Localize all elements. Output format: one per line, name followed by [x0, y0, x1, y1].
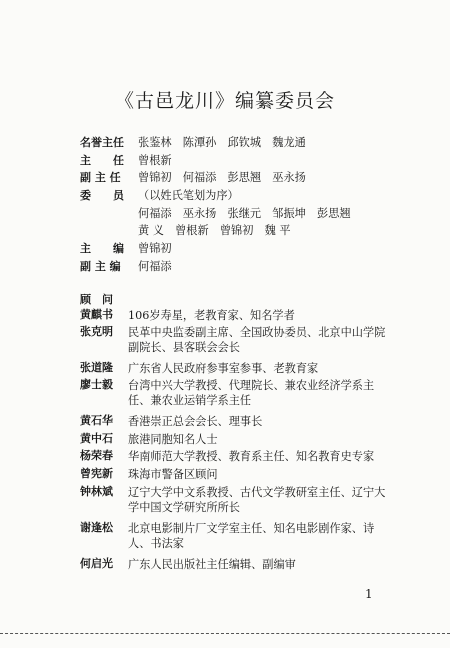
committee-role: 主 任 — [80, 154, 124, 167]
committee-role: 主 编 — [80, 242, 124, 255]
committee-members: 何福添 — [138, 260, 172, 273]
advisor-name: 曾宪新 — [80, 467, 113, 480]
advisor-description: 北京电影制片厂文学室主任、知名电影剧作家、诗人、书法家 — [128, 522, 375, 551]
advisor-description: 民革中央监委副主席、全国政协委员、北京中山学院副院长、县客联会会长 — [128, 326, 386, 355]
advisor-name: 谢逢松 — [80, 521, 113, 534]
advisor-name: 黄中石 — [80, 432, 113, 445]
page-title: 《古邑龙川》编纂委员会 — [114, 90, 335, 112]
committee-role: 副 主 任 — [80, 171, 121, 184]
advisor-name: 张道隆 — [80, 361, 113, 374]
advisor-description: 台湾中兴大学教授、代理院长、兼农业经济学系主任、兼农业运销学系主任 — [128, 379, 375, 408]
committee-members: 曾锦初 何福添 彭思翘 巫永扬 — [138, 171, 306, 184]
advisor-description: 香港崇正总会会长、理事长 — [128, 415, 263, 428]
committee-role: 委 员 — [80, 189, 124, 202]
committee-members: 曾锦初 — [138, 242, 172, 255]
advisor-name: 黄石华 — [80, 414, 113, 427]
advisor-description: 珠海市警备区顾问 — [128, 468, 218, 481]
advisor-description: 106岁寿星，老教育家、知名学者 — [128, 309, 295, 322]
committee-members: 何福添 巫永扬 张继元 邹振坤 彭思翘 — [138, 207, 351, 220]
document-page: 《古邑龙川》编纂委员会 名誉主任 张鉴林 陈潭孙 邱钦城 魏龙通 主 任 曾根新 副 主 任 曾锦初 何福添 彭思翘 巫永扬 委 员 （以姓氏笔划为序） 何福添 巫永扬 张继元 邹振坤 彭思翘 黄 义 曾根新 曾锦初 魏 平 主 编 曾锦初 副 主 编 何福添 顾 问 黄麒书 106岁寿星，老教育家、知名学者 张克明 民革中央监委副主席、全国政协委员、北京中山学院副院长、县客联会会长 张道隆 广东省人民政府参事室参事、老教育家 廖士毅 台湾中兴大学教授、代理院长、兼农业经济学系主任、兼农业运销学系主任 黄石华 香港崇正总会会长、理事长 黄中石 旅港同胞知名人士 杨荣春 华南师范大学教授、教育系主任、知名教育史专家 曾宪新 珠海市警备区顾问 钟林斌 辽宁大学中文系教授、古代文学教研室主任、辽宁大学中国文学研究所所长 谢逢松 北京电影制片厂文学室主任、知名电影剧作家、诗人、书法家 何启光 广东人民出版社主任编辑、副编审 1 — [0, 0, 450, 648]
advisor-description: 华南师范大学教授、教育系主任、知名教育史专家 — [128, 450, 375, 463]
page-number: 1 — [365, 587, 373, 601]
advisor-name: 杨荣春 — [80, 449, 113, 462]
committee-role: 副 主 编 — [80, 260, 121, 273]
advisor-description: 广东省人民政府参事室参事、老教育家 — [128, 362, 319, 375]
page-bottom-border — [0, 633, 450, 634]
advisor-description: 辽宁大学中文系教授、古代文学教研室主任、辽宁大学中国文学研究所所长 — [128, 486, 386, 515]
committee-members: （以姓氏笔划为序） — [138, 189, 239, 202]
advisor-name: 黄麒书 — [80, 308, 113, 321]
committee-role: 名誉主任 — [80, 136, 124, 149]
advisor-name: 张克明 — [80, 325, 113, 338]
advisor-name: 廖士毅 — [80, 378, 113, 391]
advisor-name: 何启光 — [80, 557, 113, 570]
advisor-description: 旅港同胞知名人士 — [128, 433, 218, 446]
advisor-description: 广东人民出版社主任编辑、副编审 — [128, 558, 296, 571]
committee-members: 曾根新 — [138, 154, 172, 167]
committee-members: 张鉴林 陈潭孙 邱钦城 魏龙通 — [138, 136, 306, 149]
committee-members: 黄 义 曾根新 曾锦初 魏 平 — [138, 224, 291, 237]
advisor-name: 钟林斌 — [80, 485, 113, 498]
